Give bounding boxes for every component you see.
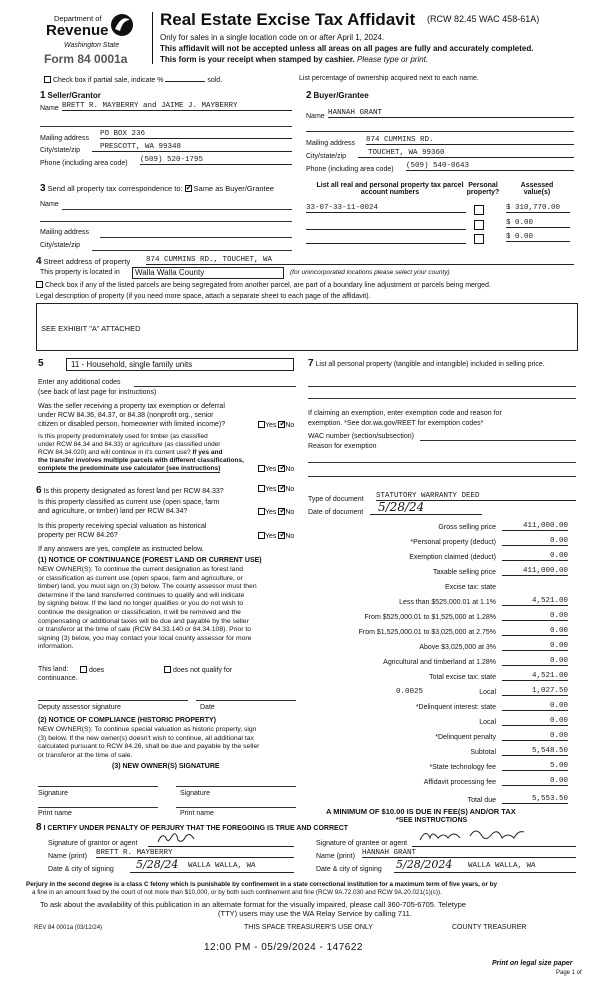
- seller-mailing-label: Mailing address: [40, 135, 90, 142]
- q-forest-yes-checkbox[interactable]: [258, 485, 265, 492]
- q-historic-yesno: [258, 532, 294, 540]
- section-3-heading: [40, 183, 274, 194]
- parcel-row: [306, 204, 576, 216]
- alt-format-2: (TTY) users may use the WA Relay Service by calling 711.: [218, 909, 412, 918]
- local-rate: 0.0025: [396, 688, 424, 696]
- additional-codes-note: (see back of last page for instructions): [38, 389, 157, 396]
- calc-value[interactable]: 4,521.00: [502, 597, 568, 606]
- q-timber-l3: [38, 449, 222, 456]
- exemption-text-2: exemption. *See dor.wa.gov/REET for exemption codes*: [308, 420, 484, 427]
- no-label: No: [285, 509, 295, 516]
- q-timber-l2: under RCW 84.34 and 84.33) or agriculture (as classified under: [38, 441, 221, 448]
- section-6-number: 6: [36, 485, 42, 496]
- q-historic-l1: Is this property receiving special valuation as historical: [38, 523, 207, 530]
- q-timber-l4: the transfer involves multiple parcels with different classifications,: [38, 457, 244, 464]
- buyer-name-field[interactable]: HANNAH GRANT: [328, 109, 574, 118]
- dept-line3: Washington State: [64, 42, 120, 49]
- doc-date-value: 5/28/24: [378, 500, 425, 514]
- calc-value[interactable]: 1,027.50: [502, 687, 568, 696]
- yes-label: Yes: [265, 509, 277, 516]
- section-3-number: 3: [40, 183, 46, 194]
- minimum-note: A MINIMUM OF $10.00 IS DUE IN FEE(S) AND/OR TAX: [326, 807, 516, 816]
- seller-name-field[interactable]: BRETT R. MAYBERRY and JAIME J. MAYBERRY: [62, 102, 292, 111]
- dor-logo: [18, 12, 138, 64]
- yes-label: Yes: [265, 486, 277, 493]
- page-number: Page 1 of: [556, 970, 582, 976]
- grantee-name-field[interactable]: HANNAH GRANT: [362, 849, 576, 858]
- subtitle-1: Only for sales in a single location code on or after April 1, 2024.: [160, 33, 385, 42]
- continuance-line: determine if the land transferred continues to qualify and will indicate: [38, 591, 245, 599]
- calc-label: Total due: [467, 797, 496, 804]
- compliance-line: (3) below. If the new owner(s) doesn't wish to continue, all additional tax: [38, 734, 254, 742]
- q-forest-yesno: [258, 485, 294, 493]
- calc-value[interactable]: 0.00: [502, 537, 568, 546]
- calc-value[interactable]: 5,548.50: [502, 747, 568, 756]
- no-label: No: [285, 486, 295, 493]
- buyer-mailing-field[interactable]: 874 CUMMINS RD.: [366, 136, 574, 145]
- personal-property-checkbox[interactable]: [474, 234, 484, 244]
- q-timber-l5[interactable]: complete the predominate use calculator (see instructions): [38, 465, 221, 472]
- partial-percent-field[interactable]: [165, 81, 205, 82]
- subtitle-2: This affidavit will not be accepted unless all areas on all pages are fully and accurately completed.: [160, 44, 534, 53]
- new-owner-print-label-2: Print name: [180, 810, 214, 817]
- calc-label: Affidavit processing fee: [423, 779, 496, 786]
- new-owner-sig-line-1[interactable]: [38, 786, 158, 787]
- grantor-name-label: Name (print): [48, 853, 87, 860]
- continuance-line: compensating or additional taxes will be due and payable by the seller: [38, 617, 249, 625]
- calc-label: Taxable selling price: [432, 569, 496, 576]
- use-code-select[interactable]: 11 - Household, single family units: [66, 358, 294, 371]
- reason-line-2[interactable]: [308, 476, 576, 477]
- new-owner-sig-label-1: Signature: [38, 790, 68, 797]
- grantor-city: WALLA WALLA, WA: [188, 862, 256, 870]
- continuance-line: NEW OWNER(S): To continue the current designation as forest land: [38, 566, 244, 573]
- grantee-date: 5/28/2024: [396, 858, 453, 871]
- q-exemption-l2: under RCW 84.36, 84.37, or 84.38 (nonprofit org., senior: [38, 412, 214, 419]
- section-8-number: 8: [36, 822, 42, 833]
- yes-label: Yes: [265, 533, 277, 540]
- q-forest-no-checkbox[interactable]: [278, 485, 285, 492]
- assessed-col-header: Assessed value(s): [520, 182, 554, 196]
- parcel-row: [306, 219, 576, 231]
- continuance-text: [38, 566, 257, 652]
- q-current-use-l1: Is this property classified as current use (open space, farm: [38, 499, 220, 506]
- street-address-field[interactable]: 874 CUMMINS RD., TOUCHET, WA: [146, 256, 574, 265]
- new-owner-print-line-2[interactable]: [176, 807, 296, 808]
- q-timber-yes-checkbox[interactable]: [258, 465, 265, 472]
- yes-label: Yes: [265, 422, 277, 429]
- q-timber-no-checkbox[interactable]: [278, 465, 285, 472]
- continuance-word: continuance.: [38, 675, 78, 682]
- county-select[interactable]: Walla Walla County: [132, 267, 284, 279]
- calc-value[interactable]: 411,000.00: [502, 522, 568, 531]
- same-as-buyer-checkbox[interactable]: [185, 185, 192, 192]
- section-7-number: 7: [308, 358, 314, 369]
- grantee-date-label: Date & city of signing: [316, 866, 382, 873]
- q-exemption-yes-checkbox[interactable]: [258, 421, 265, 428]
- calc-label: Local: [479, 689, 496, 696]
- county-treasurer: COUNTY TREASURER: [452, 924, 527, 931]
- subtitle-3: [160, 55, 428, 64]
- parcel-col-header: List all real and personal property tax parcel account numbers: [316, 182, 464, 196]
- compliance-text: [38, 726, 259, 760]
- calc-value[interactable]: 0.00: [502, 657, 568, 666]
- seller-heading: [40, 90, 101, 101]
- new-owner-print-label-1: Print name: [38, 810, 72, 817]
- dor-logo-icon: [110, 12, 134, 38]
- section-3-text: Send all property tax correspondence to:: [47, 184, 183, 193]
- doc-date-field[interactable]: [370, 502, 482, 515]
- ownership-note: List percentage of ownership acquired next to each name.: [299, 75, 479, 82]
- calc-label: Subtotal: [470, 749, 496, 756]
- q-exemption-yesno: [258, 421, 294, 429]
- buyer-city-field[interactable]: TOUCHET, WA 99360: [358, 149, 574, 158]
- partial-sale: [44, 76, 222, 84]
- subtitle-3-bold: This form is your receipt when stamped by cashier.: [160, 55, 355, 64]
- rcw-reference: (RCW 82.45 WAC 458-61A): [427, 14, 540, 24]
- calc-label: Total excise tax: state: [429, 674, 496, 681]
- section-7-text: List all personal property (tangible and intangible) included in selling price.: [315, 361, 545, 368]
- dept-line1: Department of: [54, 14, 102, 23]
- reason-line-1[interactable]: [308, 462, 576, 463]
- section-2-number: 2: [306, 90, 312, 101]
- located-label: This property is located in: [40, 269, 120, 276]
- legal-label: Legal description of property (if you need more space, attach a separate sheet to each page of the affidavit).: [36, 293, 371, 300]
- deputy-date-label: Date: [200, 704, 215, 711]
- new-owner-sig-heading: (3) NEW OWNER(S) SIGNATURE: [112, 763, 220, 770]
- calc-label: From $1,525,000.01 to $3,025,000 at 2.75%: [358, 629, 496, 636]
- parcel-number-field[interactable]: 33-07-33-11-0024: [306, 204, 466, 213]
- buyer-name-label: Name: [306, 113, 325, 120]
- grantor-date-city-field[interactable]: [130, 860, 294, 873]
- does-not-checkbox[interactable]: [164, 666, 171, 673]
- section-1-number: 1: [40, 90, 46, 101]
- new-owner-sig-label-2: Signature: [180, 790, 210, 797]
- boundary-checkbox[interactable]: [36, 281, 43, 288]
- buyer-phone-label: Phone (including area code): [306, 166, 394, 173]
- corr-city-label: City/state/zip: [40, 242, 81, 249]
- does-checkbox[interactable]: [80, 666, 87, 673]
- calc-value[interactable]: 4,521.00: [502, 672, 568, 681]
- calc-value[interactable]: 0.00: [502, 552, 568, 561]
- q-exemption-l3: citizen or disabled person, homeowner with limited income)?: [38, 421, 226, 428]
- q-current-use-yesno: [258, 508, 294, 516]
- q-timber-l1: Is this property predominately used for timber (as classified: [38, 433, 208, 440]
- wac-line[interactable]: [420, 440, 576, 441]
- section-7-heading: [308, 358, 576, 369]
- calc-value[interactable]: 0.00: [502, 627, 568, 636]
- calc-value[interactable]: 5.00: [502, 762, 568, 771]
- compliance-line: calculated pursuant to RCW 84.26, shall be due and payable by the seller: [38, 743, 260, 751]
- calc-label: *Personal property (deduct): [410, 539, 496, 546]
- boundary-row: [36, 281, 491, 289]
- wac-label: WAC number (section/subsection): [308, 433, 414, 440]
- print-legal-note: Print on legal size paper: [492, 960, 573, 967]
- grantor-name-field[interactable]: BRETT R. MAYBERRY: [96, 849, 294, 858]
- seller-heading-label: Seller/Grantor: [47, 91, 101, 100]
- corr-name-line: [62, 209, 292, 210]
- dept-line2: Revenue: [46, 22, 109, 39]
- grantor-sig-label: Signature of grantor or agent: [48, 840, 138, 847]
- calc-label: Less than $525,000.01 at 1.1%: [399, 599, 496, 606]
- new-owner-sig-line-2[interactable]: [176, 786, 296, 787]
- parcel-number-field[interactable]: [306, 219, 466, 230]
- calc-label: From $525,000.01 to $1,525,000 at 1.28%: [364, 614, 496, 621]
- new-owner-print-line-1[interactable]: [38, 807, 158, 808]
- buyer-mailing-label: Mailing address: [306, 140, 356, 147]
- compliance-line: or transferor at the time of sale.: [38, 751, 133, 759]
- grantee-name-label: Name (print): [316, 853, 355, 860]
- grantee-sig-label: Signature of grantee or agent: [316, 840, 408, 847]
- personal-col-header: Personal property?: [466, 182, 500, 196]
- q-historic-no-checkbox[interactable]: [278, 532, 285, 539]
- partial-sold-label: sold.: [207, 77, 223, 84]
- seller-mailing-field[interactable]: PO BOX 236: [100, 130, 292, 139]
- personal-property-line-1[interactable]: [308, 386, 576, 387]
- grantee-city: WALLA WALLA, WA: [468, 862, 536, 870]
- if-yes-note: If any answers are yes, complete as instructed below.: [38, 546, 204, 553]
- no-label: No: [285, 466, 295, 473]
- continuance-line: or classification as current use (open space, farm and agriculture, or: [38, 574, 243, 582]
- doc-type-field[interactable]: STATUTORY WARRANTY DEED: [376, 492, 576, 501]
- does-not-label: does not qualify for: [172, 667, 233, 674]
- county-note: (for unincorporated locations please select your county): [290, 269, 450, 276]
- corr-mailing-label: Mailing address: [40, 229, 90, 236]
- q-current-use-yes-checkbox[interactable]: [258, 508, 265, 515]
- q-historic-yes-checkbox[interactable]: [258, 532, 265, 539]
- continuance-line: continue the designation or classification, it will be removed and the: [38, 608, 241, 616]
- section-4-number: 4: [36, 256, 42, 267]
- legal-description-text: SEE EXHIBIT "A" ATTACHED: [41, 324, 141, 333]
- see-instructions: *SEE INSTRUCTIONS: [396, 817, 468, 824]
- calc-value[interactable]: 0.00: [502, 612, 568, 621]
- parcel-row: [306, 233, 576, 245]
- subtitle-3-italic: Please type or print.: [356, 55, 429, 64]
- boundary-label: Check box if any of the listed parcels are being segregated from another parcel, are part of a boundary line adjustment or parcels being merged.: [44, 282, 491, 289]
- assessed-value-field[interactable]: $ 310,770.00: [506, 204, 570, 213]
- grantee-signature-field[interactable]: [412, 830, 576, 847]
- calc-label: Excise tax: state: [445, 584, 496, 591]
- doc-date-label: Date of document: [308, 509, 364, 516]
- grantee-signature-icon: [418, 826, 528, 846]
- assessed-value-field[interactable]: $ 0.00: [506, 233, 570, 242]
- deputy-signature-label: Deputy assessor signature: [38, 704, 121, 711]
- page-title: Real Estate Excise Tax Affidavit: [160, 10, 416, 29]
- buyer-name-line-2: [306, 131, 574, 132]
- q-current-use-l2: and agriculture, or timber) land per RCW 84.34?: [38, 508, 188, 515]
- seller-name-label: Name: [40, 105, 59, 112]
- deputy-date-line[interactable]: [196, 700, 296, 701]
- section-5-number: 5: [38, 358, 44, 369]
- grantor-signature-field[interactable]: [148, 834, 294, 847]
- buyer-heading-label: Buyer/Grantee: [313, 91, 369, 100]
- this-land-label: This land:: [38, 666, 69, 673]
- deputy-signature-line[interactable]: [38, 700, 188, 701]
- compliance-heading: (2) NOTICE OF COMPLIANCE (HISTORIC PROPERTY): [38, 717, 216, 724]
- calc-value[interactable]: 0.00: [502, 702, 568, 711]
- seller-city-label: City/state/zip: [40, 147, 81, 154]
- calc-value[interactable]: 0.00: [502, 732, 568, 741]
- grantor-signature-icon: [156, 830, 196, 846]
- q-current-use-no-checkbox[interactable]: [278, 508, 285, 515]
- calc-label: Above $3,025,000 at 3%: [419, 644, 496, 651]
- additional-codes-label: Enter any additional codes: [38, 379, 121, 386]
- receipt-stamp: 12:00 PM - 05/29/2024 - 147622: [204, 942, 363, 953]
- legal-description-box[interactable]: [36, 303, 578, 351]
- personal-property-checkbox[interactable]: [474, 205, 484, 215]
- calc-value[interactable]: 0.00: [502, 717, 568, 726]
- does-not-option: [164, 666, 232, 674]
- does-option: [80, 666, 104, 674]
- q-exemption-no-checkbox[interactable]: [278, 421, 285, 428]
- same-as-buyer-label: Same as Buyer/Grantee: [193, 184, 274, 193]
- certify-text: I CERTIFY UNDER PENALTY OF PERJURY THAT THE FOREGOING IS TRUE AND CORRECT: [43, 825, 349, 832]
- street-address-row: [36, 256, 130, 267]
- q-timber-l3-text: RCW 84.34.020) and will continue in it's current use?: [38, 449, 191, 456]
- buyer-heading: [306, 90, 369, 101]
- continuance-line: information.: [38, 643, 74, 651]
- corr-name-label: Name: [40, 201, 59, 208]
- corr-city-line[interactable]: [92, 250, 292, 251]
- q-exemption-l1: Was the seller receiving a property tax exemption or deferral: [38, 403, 225, 410]
- calc-label: *State technology fee: [429, 764, 496, 771]
- reason-label: Reason for exemption: [308, 443, 377, 450]
- corr-mailing-line[interactable]: [100, 237, 292, 238]
- personal-property-line-2[interactable]: [308, 398, 576, 399]
- partial-sale-checkbox[interactable]: [44, 76, 51, 83]
- seller-name-line-2: [40, 126, 292, 127]
- continuance-line: signing (3) below, you may contact your local county assessor for more: [38, 634, 252, 642]
- calc-label: Agricultural and timberland at 1.28%: [383, 659, 496, 666]
- rev-number: REV 84 0001a (03/12/24): [34, 925, 103, 931]
- buyer-phone-field[interactable]: (509) 540-0643: [406, 162, 574, 171]
- compliance-line: NEW OWNER(S): To continue special valuation as historic property, sign: [38, 726, 257, 733]
- q-forest-text: Is this property designated as forest land per RCW 84.33?: [43, 488, 224, 495]
- q-forest: [36, 485, 224, 496]
- perjury-text-1: Perjury in the second degree is a class C felony which is punishable by confinement in a state correctional institution for a maximum term of five years, or by: [26, 881, 497, 888]
- seller-city-field[interactable]: PRESCOTT, WA 99348: [92, 143, 292, 152]
- calc-label: Gross selling price: [438, 524, 496, 531]
- buyer-city-label: City/state/zip: [306, 153, 347, 160]
- calc-label: Exemption claimed (deduct): [409, 554, 496, 561]
- calc-label: *Delinquent penalty: [435, 734, 496, 741]
- grantor-date-label: Date & city of signing: [48, 866, 114, 873]
- q-timber-l3-bold: If yes and: [192, 449, 223, 456]
- continuance-heading: (1) NOTICE OF CONTINUANCE (FOREST LAND OR CURRENT USE): [38, 557, 262, 564]
- no-label: No: [285, 422, 295, 429]
- street-label: Street address of property: [43, 257, 131, 266]
- calc-label: Local: [479, 719, 496, 726]
- personal-property-checkbox[interactable]: [474, 220, 484, 230]
- calc-label: *Delinquent interest: state: [415, 704, 496, 711]
- assessed-value-field[interactable]: $ 0.00: [506, 219, 570, 228]
- corr-name-line-2: [40, 221, 292, 222]
- no-label: No: [285, 533, 295, 540]
- calc-value[interactable]: 0.00: [502, 642, 568, 651]
- header-divider: [152, 12, 153, 64]
- q-timber-yesno: [258, 465, 294, 473]
- partial-sale-label: Check box if partial sale, indicate %: [52, 77, 164, 84]
- yes-label: Yes: [265, 466, 277, 473]
- grantor-date: 5/28/24: [136, 858, 179, 871]
- doc-type-label: Type of document: [308, 496, 364, 503]
- alt-format-1: To ask about the availability of this publication in an alternate format for the visually impaired, please call 360-705-6705. Teletype: [40, 900, 466, 909]
- calc-value[interactable]: 0.00: [502, 777, 568, 786]
- form-number: Form 84 0001a: [44, 52, 128, 66]
- continuance-line: by signing below. If the land no longer qualifies or you do not wish to: [38, 600, 244, 608]
- perjury-line-2: a fine in an amount fixed by the court of not more than $10,000, or by both such confinement and fine (RCW 9A.72.030 and RCW 9A.20.021(1)(c)).: [32, 889, 442, 896]
- grantee-date-city-field[interactable]: [394, 860, 576, 873]
- does-label: does: [88, 667, 105, 674]
- calc-value[interactable]: 411,000.00: [502, 567, 568, 576]
- parcel-number-field[interactable]: [306, 233, 466, 244]
- calc-value[interactable]: 5,553.50: [502, 795, 568, 804]
- continuance-line: or transferor at the time of sale (RCW 84.33.140 or 84.34.108). Prior to: [38, 626, 252, 634]
- treasurer-use-only: THIS SPACE TREASURER'S USE ONLY: [244, 924, 373, 931]
- seller-phone-field[interactable]: (509) 520-1795: [140, 156, 292, 165]
- exemption-text-1: If claiming an exemption, enter exemption code and reason for: [308, 410, 502, 417]
- perjury-line-1: [26, 881, 497, 888]
- seller-phone-label: Phone (including area code): [40, 160, 128, 167]
- continuance-line: timber) land, you must sign on (3) below. The county assessor must then: [38, 583, 257, 591]
- q-historic-l2: property per RCW 84.26?: [38, 532, 118, 539]
- additional-codes-line[interactable]: [134, 386, 296, 387]
